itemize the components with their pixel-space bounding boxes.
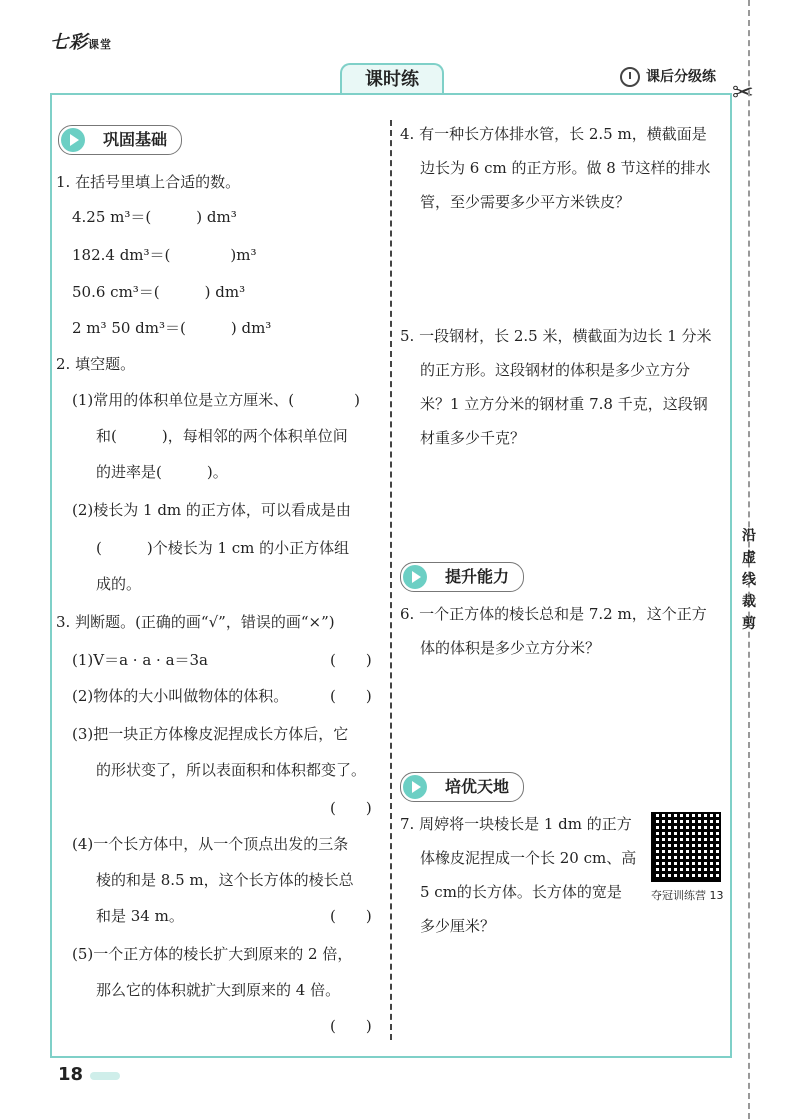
answer-paren: ( ) (330, 1017, 372, 1035)
brand-logo (50, 28, 112, 54)
q3-line: (3)把一块正方体橡皮泥捏成长方体后，它 (72, 725, 349, 743)
q2-line: 的进率是( )。 (96, 463, 228, 481)
qr-code[interactable] (651, 812, 721, 882)
q7-line: 体橡皮泥捏成一个长 20 cm、高 (420, 849, 637, 867)
q5-line: 米？1 立方分米的钢材重 7.8 千克，这段钢 (420, 395, 708, 413)
q6-line: 体的体积是多少立方分米？ (420, 639, 601, 657)
play-icon (403, 775, 427, 799)
answer-paren: ( ) (330, 799, 372, 817)
q5-line: 材重多少千克？ (420, 429, 526, 447)
level-label: 课后分级练 (646, 69, 716, 85)
answer-paren: ( ) (330, 907, 372, 925)
answer-paren: ( ) (330, 651, 372, 669)
q2-line: 和( )，每相邻的两个体积单位间 (96, 427, 348, 445)
section-advanced (400, 772, 524, 802)
scissors-icon: ✂ (732, 78, 754, 108)
question-1: 1. 在括号里填上合适的数。 (56, 173, 241, 191)
play-icon (403, 565, 427, 589)
cut-char: 剪 (742, 616, 756, 632)
q5-line: 的正方形。这段钢材的体积是多少立方分 (420, 361, 691, 379)
q5-line: 5. 一段钢材，长 2.5 米，横截面为边长 1 分米 (400, 327, 712, 345)
qr-label: 夺冠训练营 13 (651, 889, 724, 902)
q3-line: (1)V＝a · a · a＝3a (72, 651, 209, 669)
section-improve-label: 提升能力 (445, 567, 510, 586)
page-number-bar (90, 1072, 120, 1080)
q3-line: (5)一个正方体的棱长扩大到原来的 2 倍， (72, 945, 353, 963)
column-divider (390, 120, 392, 1040)
section-basic (58, 125, 182, 155)
page-title: 课时练 (340, 63, 444, 95)
question-2: 2. 填空题。 (56, 355, 136, 373)
q3-line: 棱的和是 8.5 m，这个长方体的棱长总 (96, 871, 354, 889)
section-basic-label: 巩固基础 (103, 130, 168, 149)
q7-line: 7. 周婷将一块棱长是 1 dm 的正方 (400, 815, 632, 833)
q2-line: ( )个棱长为 1 cm 的小正方体组 (96, 539, 350, 557)
q7-line: 5 cm的长方体。长方体的宽是 (420, 883, 622, 901)
answer-paren: ( ) (330, 687, 372, 705)
q4-line: 管，至少需要多少平方米铁皮？ (420, 193, 631, 211)
section-improve (400, 562, 524, 592)
q3-line: 的形状变了，所以表面积和体积都变了。 (96, 761, 367, 779)
q1-item: 182.4 dm³＝( )m³ (72, 246, 257, 264)
cut-char: 裁 (742, 594, 756, 610)
brand-sub: 课堂 (88, 38, 112, 51)
q3-line: 和是 34 m。 (96, 907, 184, 925)
q4-line: 边长为 6 cm 的正方形。做 8 节这样的排水 (420, 159, 711, 177)
q6-line: 6. 一个正方体的棱长总和是 7.2 m，这个正方 (400, 605, 707, 623)
q2-line: (1)常用的体积单位是立方厘米、( ) (72, 391, 360, 409)
q2-line: 成的。 (96, 575, 142, 593)
q3-line: 那么它的体积就扩大到原来的 4 倍。 (96, 981, 341, 999)
cut-char: 虚 (742, 550, 756, 566)
q3-line: (4)一个长方体中，从一个顶点出发的三条 (72, 835, 349, 853)
section-advanced-label: 培优天地 (445, 777, 510, 796)
q1-item: 50.6 cm³＝( ) dm³ (72, 283, 246, 301)
page-number: 18 (58, 1064, 84, 1085)
brand-name: 七彩 (50, 32, 88, 53)
q1-item: 2 m³ 50 dm³＝( ) dm³ (72, 319, 272, 337)
q2-line: (2)棱长为 1 dm 的正方体，可以看成是由 (72, 501, 351, 519)
q1-item: 4.25 m³＝( ) dm³ (72, 208, 237, 226)
play-icon (61, 128, 85, 152)
q3-line: (2)物体的大小叫做物体的体积。 (72, 687, 289, 705)
cut-char: 线 (742, 572, 756, 588)
q7-line: 多少厘米？ (420, 917, 496, 935)
cut-char: 沿 (742, 528, 756, 544)
cut-instruction (738, 525, 760, 635)
q4-line: 4. 有一种长方体排水管，长 2.5 m，横截面是 (400, 125, 707, 143)
question-3: 3. 判断题。(正确的画“√”，错误的画“×”) (56, 613, 335, 631)
level-label-group (620, 66, 716, 87)
alarm-clock-icon (620, 67, 640, 87)
